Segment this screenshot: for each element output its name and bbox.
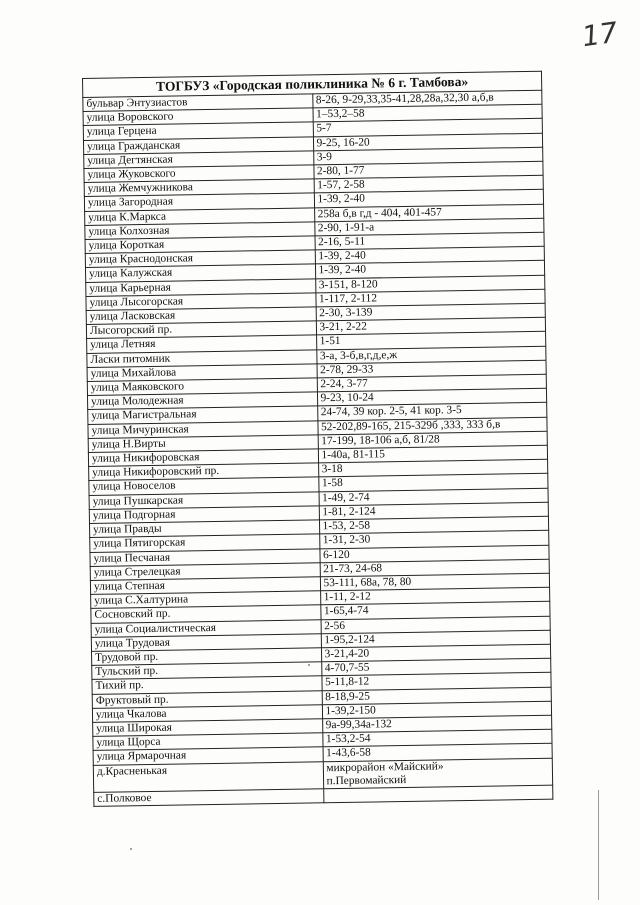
street-name-cell: улица Маяковского — [87, 378, 317, 396]
street-name-cell: Ласки питомник — [87, 350, 317, 368]
house-numbers-cell: 1-53, 2-58 — [319, 516, 549, 534]
house-numbers-cell: 8-26, 9-29,33,35-41,28,28а,32,30 а,б,в — [312, 90, 542, 108]
house-numbers-cell: 17-199, 18-106 а,б, 81/28 — [318, 431, 548, 449]
house-numbers-cell: 3-151, 8-120 — [315, 275, 545, 293]
street-name-cell: Тихий пр. — [92, 676, 322, 694]
street-name-cell: улица Социалистическая — [91, 619, 321, 637]
street-name-cell: Трудовой пр. — [92, 648, 322, 666]
house-numbers-cell: 21-73, 24-68 — [320, 559, 550, 577]
house-numbers-cell: 1-39, 2-40 — [315, 246, 545, 264]
street-name-cell: улица Короткая — [85, 236, 315, 254]
margin-line — [598, 790, 599, 900]
house-numbers-cell: 1-51 — [316, 332, 546, 350]
street-name-cell: улица Щорса — [93, 733, 323, 751]
street-name-cell: улица Жемчужникова — [84, 179, 314, 197]
house-numbers-cell: 2-56 — [321, 616, 551, 634]
street-name-cell: улица Чкалова — [92, 705, 322, 723]
street-name-cell: улица Никифоровская — [88, 449, 318, 467]
house-numbers-cell — [323, 785, 553, 803]
house-numbers-cell: 1-95,2-124 — [321, 630, 551, 648]
house-numbers-cell: 3-18 — [318, 460, 548, 478]
street-name-cell: улица Ярмарочная — [93, 747, 323, 765]
house-numbers-cell: 2-16, 5-11 — [315, 232, 545, 250]
house-numbers-cell: 2-80, 1-77 — [313, 161, 543, 179]
house-numbers-cell: 1-117, 2-112 — [315, 289, 545, 307]
house-numbers-cell: 2-30, 3-139 — [316, 303, 546, 321]
house-numbers-cell: 24-74, 39 кор. 2-5, 41 кор. 3-5 — [317, 403, 547, 421]
house-numbers-cell: 1-39, 2-40 — [315, 261, 545, 279]
house-numbers-cell: 3-а, 3-б,в,г,д,е,ж — [316, 346, 546, 364]
house-numbers-cell: 9-25, 16-20 — [313, 133, 543, 151]
street-name-cell: с.Полковое — [94, 789, 324, 807]
street-name-cell: улица Подгорная — [89, 506, 319, 524]
house-numbers-cell: 1-39, 2-40 — [314, 190, 544, 208]
house-numbers-cell: 1-31, 2-30 — [319, 531, 549, 549]
street-name-cell: улица Н.Вирты — [88, 435, 318, 453]
house-numbers-cell: 2-24, 3-77 — [317, 374, 547, 392]
street-name-cell: бульвар Энтузиастов — [83, 94, 313, 112]
house-numbers-cell: 1-58 — [318, 474, 548, 492]
house-numbers-cell: 3-9 — [313, 147, 543, 165]
street-name-cell: улица Калужская — [85, 264, 315, 282]
street-name-cell: улица Песчаная — [90, 548, 320, 566]
house-numbers-cell: 53-111, 68а, 78, 80 — [320, 573, 550, 591]
house-numbers-cell: 2-78, 29-33 — [317, 360, 547, 378]
street-name-cell: улица Пятигорская — [90, 534, 320, 552]
street-name-cell: Лысогорский пр. — [86, 321, 316, 339]
house-numbers-cell: 1-65,4-74 — [320, 602, 550, 620]
house-numbers-cell: 258а б,в г,д - 404, 401-457 — [314, 204, 544, 222]
street-name-cell: улица Молодежная — [87, 392, 317, 410]
settlement-line: п.Первомайский — [326, 773, 407, 787]
street-name-cell: улица Загородная — [84, 193, 314, 211]
house-numbers-cell: 1-43,6-58 — [323, 744, 553, 762]
street-name-cell: улица Мичуринская — [88, 421, 318, 439]
house-numbers-cell: 1-57, 2-58 — [314, 175, 544, 193]
house-numbers-cell: 8-18,9-25 — [322, 687, 552, 705]
street-name-cell: улица Гражданская — [83, 136, 313, 154]
street-name-cell: улица Стрелецкая — [90, 563, 320, 581]
streets-table — [82, 71, 553, 807]
street-name-cell: улица Ласковская — [86, 307, 316, 325]
street-name-cell: улица Никифоровский пр. — [89, 463, 319, 481]
house-numbers-cell: 6-120 — [319, 545, 549, 563]
table-body — [83, 90, 553, 806]
house-numbers-cell: 9-23, 10-24 — [317, 389, 547, 407]
house-numbers-cell: 9а-99,34а-132 — [322, 715, 552, 733]
house-numbers-cell: 4-70,7-55 — [321, 658, 551, 676]
street-name-cell: улица К.Маркса — [85, 207, 315, 225]
house-numbers-cell: 3-21,4-20 — [321, 644, 551, 662]
street-name-cell: Фруктовый пр. — [92, 690, 322, 708]
street-name-cell: улица Новоселов — [89, 477, 319, 495]
document-sheet — [82, 70, 614, 822]
house-numbers-cell — [323, 758, 553, 789]
street-name-cell: улица Правды — [89, 520, 319, 538]
house-numbers-cell: 1–53,2–58 — [313, 104, 543, 122]
street-name-cell: Тульский пр. — [92, 662, 322, 680]
street-name-cell: улица Широкая — [93, 719, 323, 737]
scan-speck — [130, 848, 132, 850]
house-numbers-cell: 2-90, 1-91-а — [314, 218, 544, 236]
house-numbers-cell: 52-202,89-165, 215-329б ,333, 333 б,в — [317, 417, 547, 435]
house-numbers-cell: 3-21, 2-22 — [316, 318, 546, 336]
house-numbers-cell: 1-53,2-54 — [322, 729, 552, 747]
street-name-cell: улица Летняя — [87, 335, 317, 353]
street-name-cell: улица Трудовая — [91, 634, 321, 652]
street-name-cell: улица Пушкарская — [89, 492, 319, 510]
street-name-cell: улица Степная — [90, 577, 320, 595]
street-name-cell: улица С.Халтурина — [91, 591, 321, 609]
house-numbers-cell: 1-39,2-150 — [322, 701, 552, 719]
street-name-cell: улица Жуковского — [84, 165, 314, 183]
house-numbers-cell: 5-11,8-12 — [321, 673, 551, 691]
street-name-cell: улица Колхозная — [85, 222, 315, 240]
house-numbers-cell: 1-40а, 81-115 — [318, 445, 548, 463]
street-name-cell: улица Карьерная — [86, 279, 316, 297]
street-name-cell: улица Лысогорская — [86, 293, 316, 311]
street-name-cell: улица Магистральная — [88, 406, 318, 424]
house-numbers-cell: 5-7 — [313, 119, 543, 137]
table-title: ТОГБУЗ «Городская поликлиника № 6 г. Тамбова» — [83, 71, 542, 97]
street-name-cell: улица Воровского — [83, 108, 313, 126]
district-line: микрорайон «Майский» — [326, 759, 444, 774]
street-name-cell: улица Дегтянская — [84, 151, 314, 169]
page-number: 17 — [579, 15, 620, 54]
house-numbers-cell: 1-49, 2-74 — [319, 488, 549, 506]
street-name-cell: улица Михайлова — [87, 364, 317, 382]
street-name-cell: д.Красненькая — [93, 761, 323, 792]
street-name-cell: улица Краснодонская — [85, 250, 315, 268]
scan-speck — [308, 664, 310, 666]
house-numbers-cell: 1-11, 2-12 — [320, 587, 550, 605]
house-numbers-cell: 1-81, 2-124 — [319, 502, 549, 520]
street-name-cell: Сосновский пр. — [91, 605, 321, 623]
street-name-cell: улица Герцена — [83, 122, 313, 140]
